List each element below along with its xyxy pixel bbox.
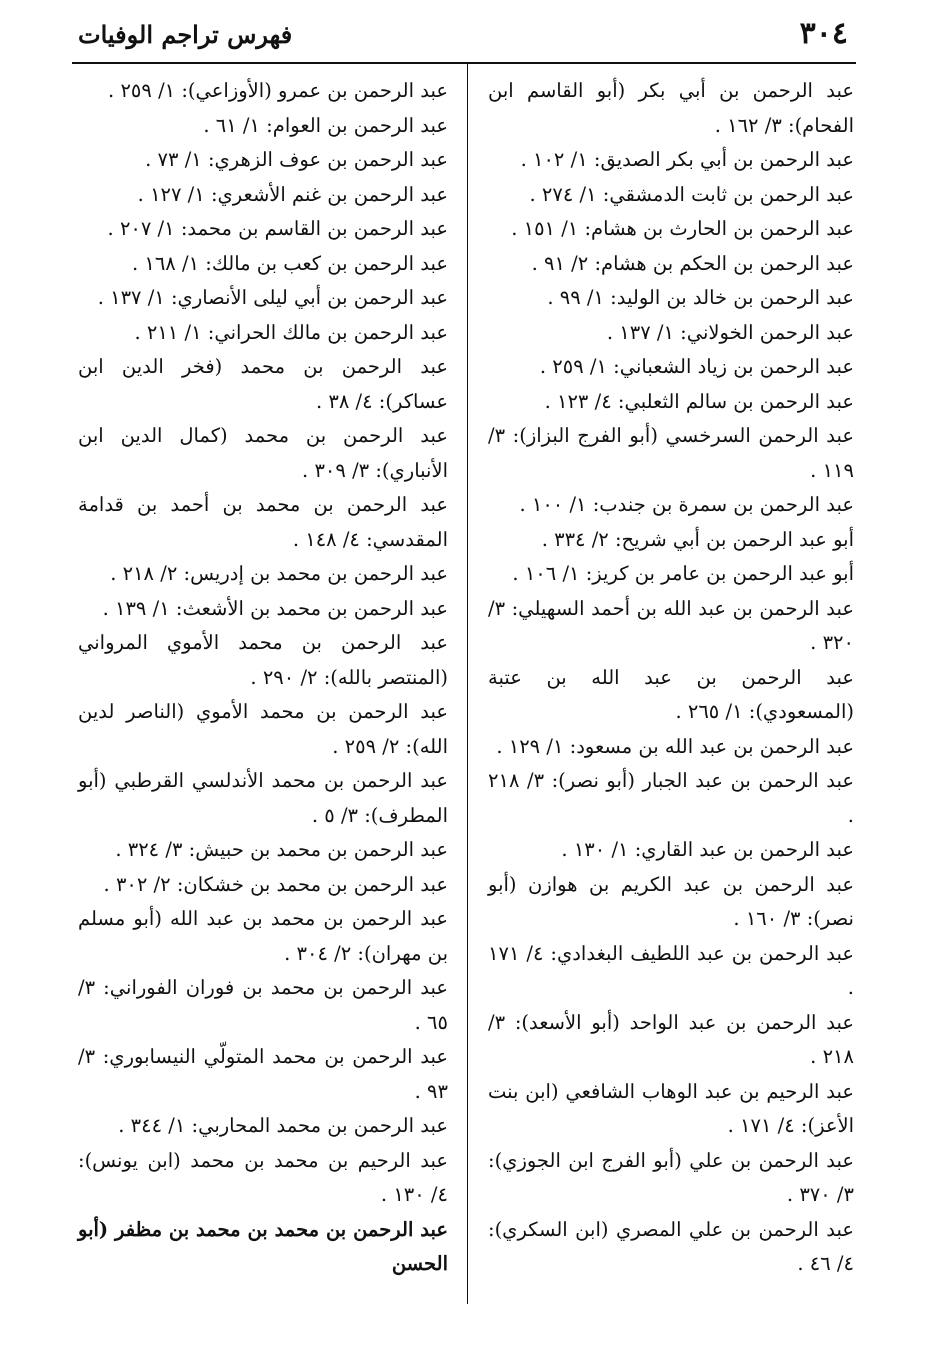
index-entry: عبد الرحمن بن محمد بن عبد الله (أبو مسلم بن مهران): ٢/ ٣٠٤ .	[78, 907, 448, 965]
index-entry-continued: عبد الرحمن بن محمد بن محمد بن مظفر (أبو الحسن	[78, 1217, 448, 1275]
running-title: فهرس تراجم الوفيات	[78, 20, 293, 49]
index-entry: عبد الرحمن بن عوف الزهري: ١/ ٧٣ .	[145, 148, 448, 171]
header-rule	[72, 62, 856, 64]
index-entry: عبد الرحيم بن محمد بن محمد (ابن يونس): ٤/ ١٣٠ .	[78, 1148, 448, 1206]
page-header	[78, 14, 848, 58]
index-entry: عبد الرحمن بن مالك الحراني: ١/ ٢١١ .	[134, 320, 448, 344]
index-entry: عبد الرحمن بن الحكم بن هشام: ٢/ ٩١ .	[531, 251, 854, 275]
index-entry: عبد الرحمن بن عبد الجبار (أبو نصر): ٣/ ٢١٨ .	[488, 769, 854, 827]
index-entry: عبد الرحمن بن محمد المتولّي النيسابوري: ٣/ ٩٣ .	[78, 1045, 448, 1103]
column-divider	[467, 64, 468, 1304]
index-entry: عبد الرحمن بن غنم الأشعري: ١/ ١٢٧ .	[137, 182, 448, 206]
index-entry: عبد الرحمن بن محمد الأندلسي القرطبي (أبو المطرف): ٣/ ٥ .	[78, 769, 448, 827]
index-entry: عبد الرحمن السرخسي (أبو الفرج البزاز): ٣/ ١١٩ .	[488, 424, 854, 482]
index-entry: عبد الرحمن بن القاسم بن محمد: ١/ ٢٠٧ .	[107, 217, 448, 240]
index-entry: عبد الرحمن بن عبد الكريم بن هوازن (أبو نصر): ٣/ ١٦٠ .	[488, 872, 854, 930]
index-entry: عبد الرحمن بن أبي بكر (أبو القاسم ابن الفحام): ٣/ ١٦٢ .	[488, 79, 854, 137]
index-entry: عبد الرحمن بن محمد (كمال الدين ابن الأنباري): ٣/ ٣٠٩ .	[78, 424, 448, 482]
index-entry: عبد الرحمن بن العوام: ١/ ٦١ .	[203, 113, 448, 137]
index-entry: عبد الرحمن بن عبد الله بن عتبة (المسعودي): ١/ ٢٦٥ .	[488, 665, 854, 723]
index-entry: عبد الرحمن بن عمرو (الأوزاعي): ١/ ٢٥٩ .	[108, 79, 448, 102]
index-entry: عبد الرحمن بن ثابت الدمشقي: ١/ ٢٧٤ .	[529, 182, 854, 206]
index-entry: عبد الرحمن بن عبد القاري: ١/ ١٣٠ .	[561, 838, 854, 861]
index-entry: عبد الرحمن بن خالد بن الوليد: ١/ ٩٩ .	[547, 286, 854, 309]
index-entry: عبد الرحمن بن علي المصري (ابن السكري): ٤/ ٤٦ .	[488, 1217, 854, 1275]
index-entry: عبد الرحمن بن سمرة بن جندب: ١/ ١٠٠ .	[519, 493, 854, 516]
index-entry: عبد الرحمن بن سالم الثعلبي: ٤/ ١٢٣ .	[544, 389, 854, 413]
index-entry: أبو عبد الرحمن بن أبي شريح: ٢/ ٣٣٤ .	[541, 527, 854, 551]
index-entry: عبد الرحمن بن كعب بن مالك: ١/ ١٦٨ .	[131, 251, 448, 275]
index-entry: عبد الرحمن بن محمد المحاربي: ١/ ٣٤٤ .	[118, 1114, 448, 1137]
index-entry: عبد الرحمن بن محمد الأموي (الناصر لدين الله): ٢/ ٢٥٩ .	[78, 700, 448, 758]
index-entry: عبد الرحمن بن محمد بن خشكان: ٢/ ٣٠٢ .	[103, 872, 448, 896]
index-entry: عبد الرحمن بن عبد اللطيف البغدادي: ٤/ ١٧١ .	[488, 941, 854, 999]
index-entry: عبد الرحمن الخولاني: ١/ ١٣٧ .	[606, 320, 854, 344]
index-column-right	[488, 74, 854, 1282]
index-entry: عبد الرحمن بن محمد بن حبيش: ٣/ ٣٢٤ .	[115, 838, 448, 861]
index-entry: عبد الرحمن بن زياد الشعباني: ١/ ٢٥٩ .	[539, 355, 854, 378]
index-entry: عبد الرحمن بن الحارث بن هشام: ١/ ١٥١ .	[511, 217, 854, 240]
index-entry: عبد الرحمن بن محمد (فخر الدين ابن عساكر): ٤/ ٣٨ .	[78, 355, 448, 413]
index-entry: أبو عبد الرحمن بن عامر بن كريز: ١/ ١٠٦ .	[512, 562, 854, 585]
index-entry: عبد الرحمن بن أبي ليلى الأنصاري: ١/ ١٣٧ .	[97, 286, 448, 309]
index-entry: عبد الرحمن بن محمد الأموي المرواني (المنتصر بالله): ٢/ ٢٩٠ .	[78, 631, 448, 689]
index-entry: عبد الرحمن بن محمد بن فوران الفوراني: ٣/ ٦٥ .	[78, 976, 448, 1034]
index-entry: عبد الرحمن بن أبي بكر الصديق: ١/ ١٠٢ .	[520, 148, 854, 171]
index-entry: عبد الرحمن بن عبد الله بن أحمد السهيلي: ٣/ ٣٢٠ .	[488, 596, 854, 654]
index-entry: عبد الرحمن بن محمد بن أحمد بن قدامة المقدسي: ٤/ ١٤٨ .	[78, 493, 448, 551]
index-entry: عبد الرحمن بن محمد بن إدريس: ٢/ ٢١٨ .	[110, 562, 448, 585]
index-column-left	[78, 74, 448, 1282]
index-entry: عبد الرحمن بن محمد بن الأشعث: ١/ ١٣٩ .	[102, 596, 448, 620]
index-entry: عبد الرحمن بن عبد الله بن مسعود: ١/ ١٢٩ .	[496, 734, 854, 758]
page-number: ٣٠٤	[799, 16, 848, 51]
index-entry: عبد الرحيم بن عبد الوهاب الشافعي (ابن بنت الأعز): ٤/ ١٧١ .	[488, 1079, 854, 1137]
index-entry: عبد الرحمن بن عبد الواحد (أبو الأسعد): ٣/ ٢١٨ .	[488, 1010, 854, 1068]
index-entry: عبد الرحمن بن علي (أبو الفرج ابن الجوزي): ٣/ ٣٧٠ .	[488, 1148, 854, 1206]
